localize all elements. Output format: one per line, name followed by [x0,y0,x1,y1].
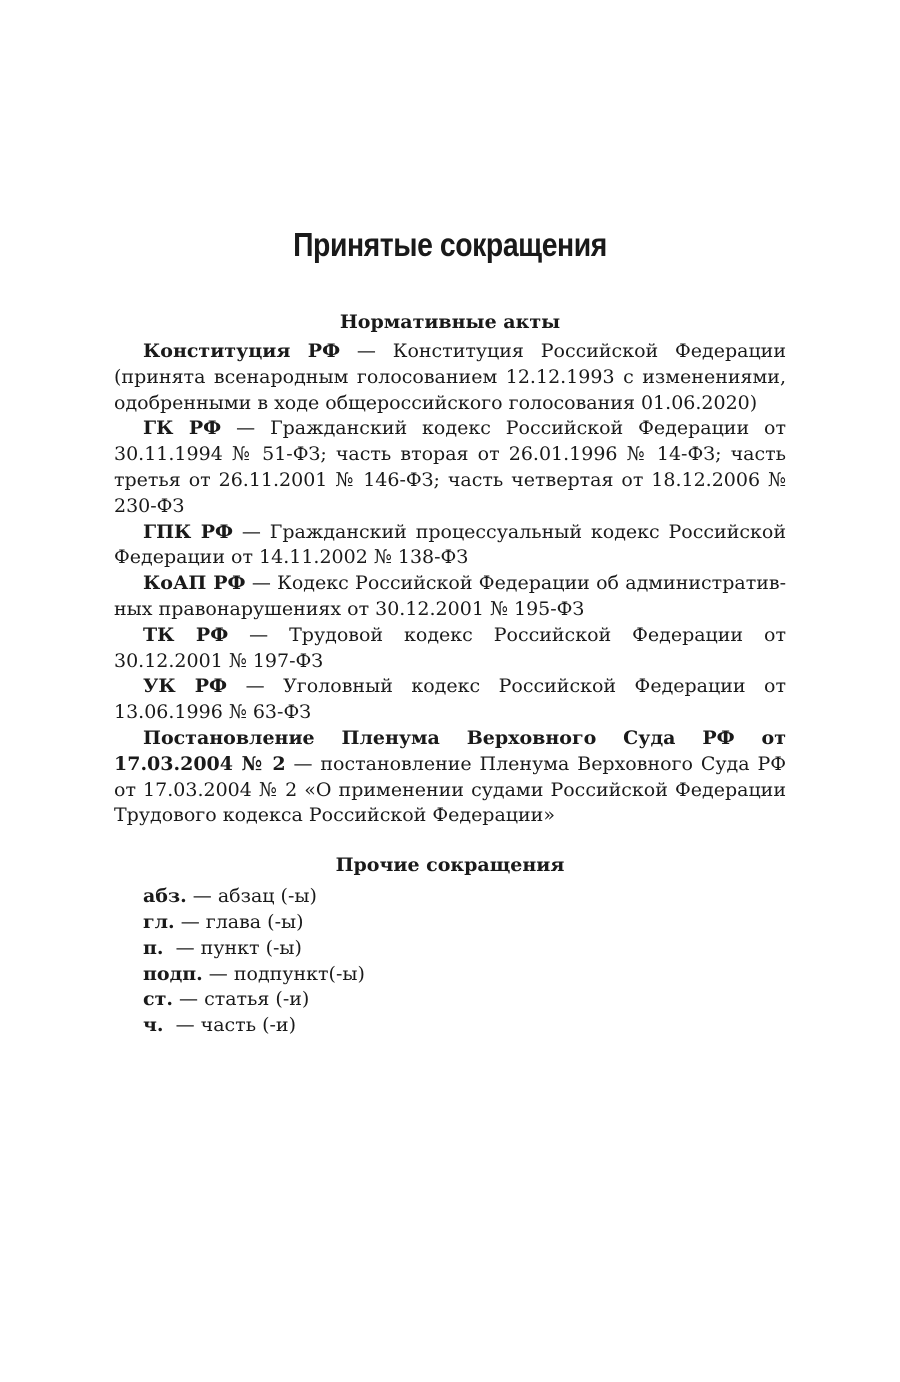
abbr-meaning: подпункт(-ы) [233,962,365,985]
list-item [143,987,786,1013]
entry-dash: — [221,417,271,440]
entry-text: Кодекс Российской Федерации об административных правонарушениях от 30.12.2001 № 195-ФЗ [114,572,786,620]
abbr-meaning: абзац (-ы) [217,885,317,908]
entry-text: Гражданский процессуальный кодекс Российской Федерации от 14.11.2002 № 138-ФЗ [114,520,786,569]
section-heading-normative: Нормативные акты [339,311,561,333]
abbr-term: ст. [143,988,173,1011]
entry-dash: — [340,340,393,362]
entry-dash: — [245,572,278,595]
other-abbreviations-list [114,884,786,1039]
section-heading-other: Прочие сокращения [335,854,565,877]
entry-dash: — [285,752,321,775]
page-title: Принятые сокращения [293,226,607,263]
abbr-dash: — [202,962,234,985]
list-item [143,962,786,988]
entry-term: УК РФ [143,675,228,698]
entry-dash: — [228,623,290,646]
entry-term: Конституция РФ [143,340,341,362]
abbr-dash: — [163,936,201,959]
list-item [143,936,786,962]
entry-labor-code [114,623,786,675]
page-content [114,222,786,1039]
entry-civil-procedure-code [114,520,786,572]
entry-administrative-code [114,571,786,623]
abbr-term: ч. [143,1014,164,1037]
abbr-meaning: часть (-и) [200,1014,296,1037]
abbr-meaning: глава (-ы) [205,910,304,933]
normative-acts-list [114,339,786,829]
entry-criminal-code [114,674,786,726]
abbr-term: п. [143,936,164,959]
entry-term: ТК РФ [143,623,229,646]
list-item [143,1013,786,1039]
abbr-meaning: пункт (-ы) [200,936,302,959]
entry-text: Конституция Российской Федерации (принята всенародным голосованием 12.12.1993 с изменениями, одобренными в ходе общероссийского голосования 01.06.2020) [114,340,786,414]
entry-term: Постановление Пленума Верховного Суда РФ от 17.03.2004 № 2 [114,726,786,775]
abbr-dash: — [163,1014,201,1037]
entry-plenum-resolution [114,726,786,829]
entry-text: постановление Пленума Верховного Суда РФ от 17.03.2004 № 2 «О применении судами Российской Федерации Трудового кодекса Российской Федерации» [114,752,786,827]
list-item [143,884,786,910]
abbr-term: подп. [143,962,203,985]
abbr-term: абз. [143,885,187,908]
list-item [143,910,786,936]
entry-dash: — [233,520,270,543]
entry-text: Трудовой кодекс Российской Федерации от 30.12.2001 № 197-ФЗ [114,623,786,672]
entry-civil-code [114,416,786,519]
entry-term: ГПК РФ [143,520,234,543]
abbr-meaning: статья (-и) [204,988,310,1011]
abbr-dash: — [186,885,218,908]
entry-term: КоАП РФ [143,572,246,595]
entry-text: Гражданский кодекс Российской Федерации от 30.11.1994 № 51-ФЗ; часть вторая от 26.01.1996 № 14-ФЗ; часть третья от 26.11.2001 № 146-ФЗ; часть четвертая от 18.12.2006 № 230-ФЗ [114,417,786,517]
abbr-term: гл. [143,910,175,933]
abbr-dash: — [172,988,205,1011]
entry-dash: — [227,675,284,698]
abbr-dash: — [174,910,206,933]
entry-constitution [114,339,786,416]
entry-text: Уголовный кодекс Российской Федерации от 13.06.1996 № 63-ФЗ [114,675,786,724]
entry-term: ГК РФ [143,417,222,440]
